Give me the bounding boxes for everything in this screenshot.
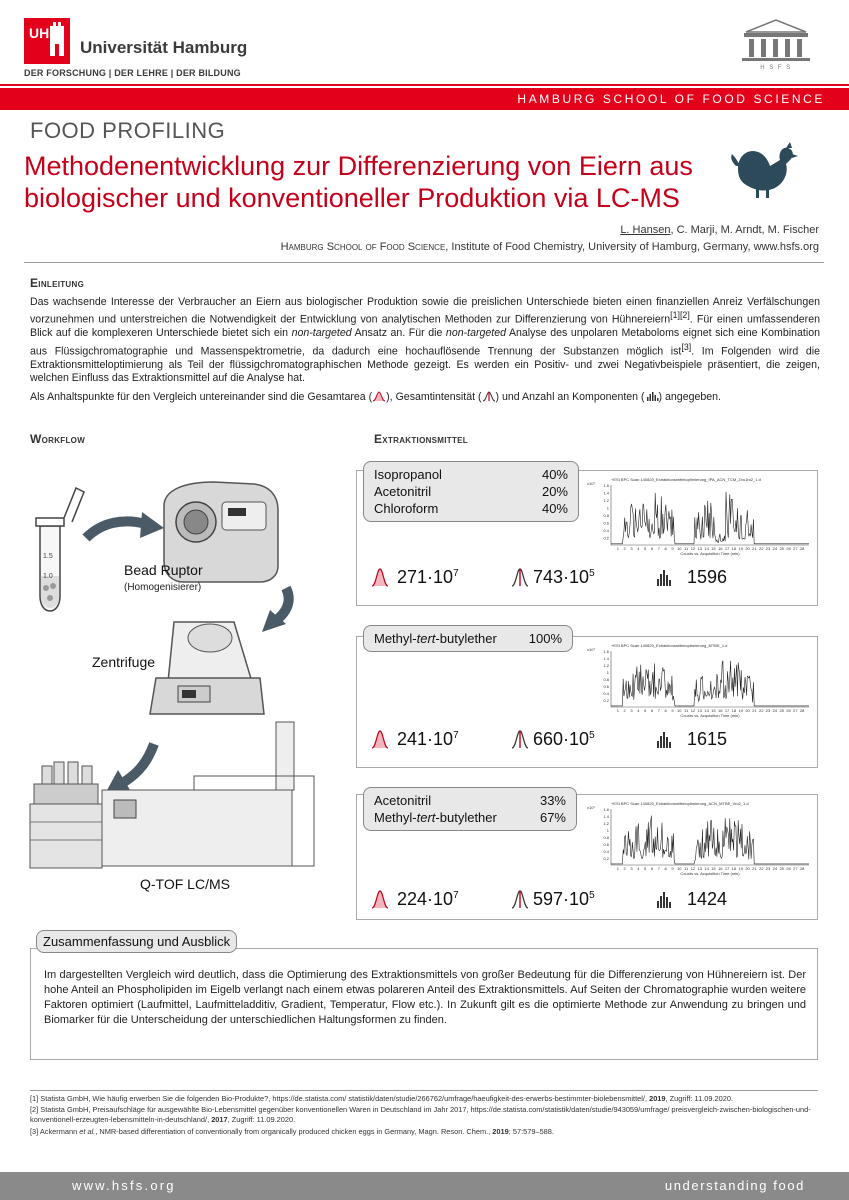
intro-text [30,296,820,404]
chromatogram-y-tick: 1.4 [603,656,609,661]
chromatogram-x-tick: 3 [630,546,633,551]
chromatogram-y-tick: 0.8 [603,677,609,682]
chromatogram-y-tick: 1 [606,670,609,675]
chromatogram-x-tick: 13 [697,866,702,871]
solvent-row [374,500,568,517]
chromatogram-y-tick: 0.4 [603,849,609,854]
chromatogram-x-tick: 24 [772,708,778,713]
reference-text: [2] Statista GmbH, Preisaufschläge für ausgewählte Bio-Lebensmittel gegenüber konventionellen Waren in Deutschland im Jahr 2017, https://de.statista.com/statistik/daten/studie/943059/umfrage/ preisvergleich-zwischen-biologischen-und-konventionell-erzeugten-lebensmitteln-in-deutschland/, [30,1105,811,1125]
solvent-pct: 20% [541,484,568,499]
workflow-illustration [24,466,344,896]
chromatogram-x-tick: 2 [623,546,626,551]
summary-text: Im dargestellten Vergleich wird deutlich, dass die Optimierung des Extraktionsmittels von großer Bedeutung für die Differenzierung von Hühnereiern ist. Der hohe Anteil an Phospholipiden im Eigelb verlangt nach einem etwas polareren Anteil des Extraktionsmittels. Auf Seiten der Chromatographie wurden weitere Faktoren optimiert (Laufmittel, Laufmitteladditiv, Gradient, Temperatur, Flow etc.). In Zukunft gilt es die optimierte Methode zur Anwendung zu bringen und Biomarker für die Unterscheidung der unterschiedlichen Haltungsformen zu finden. [44,969,806,1026]
chromatogram-title: +ESI BPC Scan 140820_Extraktionsmitteloptimierung_IPA_ACN_TCM_Zvo1ro2_1.d [611,477,761,482]
metric-exponent: 5 [589,890,595,901]
component-count: 1615 [687,729,728,749]
chromatogram-x-tick: 8 [664,866,667,871]
components-icon [645,390,659,402]
intro-paragraph-2 [30,390,820,404]
red-rule [0,84,849,86]
chromatogram-x-tick: 7 [657,708,660,713]
chromatogram-x-tick: 21 [752,866,757,871]
chromatogram-x-tick: 8 [664,546,667,551]
chromatogram-x-tick: 27 [793,546,798,551]
reference-text: , Zugriff: 11.09.2020. [227,1115,296,1125]
solvent-row [374,630,562,647]
chromatogram-x-tick: 11 [684,546,689,551]
solvent-name: Acetonitril [374,484,432,499]
affiliation [281,241,819,253]
extraction-heading: Extraktionsmittel [374,432,468,446]
chromatogram-x-tick: 9 [671,708,674,713]
chromatogram-y-tick: 0.8 [603,513,609,518]
chromatogram-x-label: Counts vs. Acquisition Time (min) [680,871,740,876]
component-count: 1424 [687,889,728,909]
chromatogram-x-tick: 15 [711,866,716,871]
chromatogram-x-tick: 14 [704,866,709,871]
footer-website[interactable]: www.hsfs.org [72,1178,176,1193]
chromatogram-x-tick: 3 [630,708,633,713]
summary-heading: Zusammenfassung und Ausblick [36,930,237,953]
metric-value: 660·10 [533,729,590,749]
solvent-pct: 67% [539,810,566,825]
chromatogram-x-tick: 5 [644,546,647,551]
chromatogram-y-tick: 1 [606,828,609,833]
intro-text-part: Als Anhaltspunkte für den Vergleich untereinander sind die Gesamtarea ( [30,390,373,403]
solvent-row [374,792,566,809]
chromatogram-x-tick: 27 [793,708,798,713]
total-intensity [533,567,595,588]
uhh-logo-icon [24,18,70,64]
chromatogram-y-tick: 0.6 [603,520,609,526]
chromatogram-x-tick: 15 [711,546,716,551]
chromatogram-x-tick: 16 [718,866,723,871]
chromatogram-x-tick: 19 [738,708,743,713]
intro-emphasis: non-targeted [445,327,506,340]
chromatogram-y-tick: 1.6 [603,807,609,812]
intro-text-part: ), Gesamtintensität ( [386,390,482,403]
chromatogram-x-tick: 3 [630,866,633,871]
intensity-icon [482,390,496,402]
arrow-icon [86,521,146,538]
metric-value: 241·10 [397,729,454,749]
metric-exponent: 7 [453,568,459,579]
chromatogram-x-tick: 10 [677,708,682,713]
chromatogram-x-tick: 23 [765,866,771,871]
chromatogram-x-tick: 17 [724,546,730,551]
reference-emphasis: et al. [79,1126,96,1136]
workflow-heading: Workflow [30,432,86,446]
solvent-name: Chloroform [374,501,439,516]
chromatogram-y-tick: 0.4 [603,528,609,533]
chromatogram-trace [611,816,809,864]
intro-emphasis: non-targeted [291,327,352,340]
intro-paragraph-1 [30,296,820,386]
chromatogram-x-tick: 5 [644,866,647,871]
solvent-row [374,483,568,500]
university-name: Universität Hamburg [80,38,248,57]
chromatogram-x-tick: 2 [623,866,626,871]
chromatogram-x-tick: 22 [758,708,764,713]
intro-text-part: ) und Anzahl an Komponenten ( [495,390,645,403]
reference-text: [1] Statista GmbH, Wie häufig erwerben Sie die folgenden Bio-Produkte?, https://de.statista.com/ statistik/daten/studie/266762/umfrage/haeufigkeit-des-erwerbs-bestimmter-biolebensmittel/, [30,1094,650,1103]
chromatogram-x-tick: 10 [677,866,682,871]
chromatogram-x-tick: 4 [637,708,640,713]
uhh-mark-text: UH [29,25,50,41]
chromatogram-x-tick: 18 [731,546,737,551]
footer [0,1172,849,1200]
step-bead-ruptor: Bead Ruptor [124,562,203,578]
tube-mark-top: 1.5 [43,553,53,560]
chromatogram [585,797,815,881]
intro-text-part: . Für einen umfassenderen Blick auf die komplexeren Unterschiede bietet sich ein [30,313,820,340]
chromatogram-x-tick: 18 [731,708,737,713]
band-text: HAMBURG SCHOOL OF FOOD SCIENCE [517,92,825,106]
references [30,1094,820,1137]
total-intensity [533,729,595,750]
chromatogram-y-tick: 0.2 [603,698,609,703]
affiliation-rest: , Institute of Food Chemistry, University of Hamburg, Germany, www.hsfs.org [445,241,819,253]
tube-icon [36,488,84,611]
chromatogram-x-tick: 25 [779,708,784,713]
chromatogram-x-tick: 1 [616,866,619,871]
chromatogram-x-tick: 27 [793,866,798,871]
university-tagline: DER FORSCHUNG | DER LEHRE | DER BILDUNG [24,68,241,78]
solvent-name: Acetonitril [374,793,432,808]
solvent-row [374,466,568,483]
intro-heading: Einleitung [30,276,85,290]
chromatogram-x-tick: 23 [765,708,771,713]
chromatogram-x-tick: 16 [718,708,723,713]
chromatogram-y-tick: 1.2 [603,663,609,668]
metric-exponent: 5 [589,730,595,741]
chromatogram-x-tick: 6 [650,708,654,713]
intro-text-part: ) angegeben. [658,390,721,403]
reference-text: [3] Ackermann [30,1126,80,1136]
solvent-pct: 40% [541,501,568,516]
components-icon [655,729,673,749]
chromatogram-x-tick: 18 [731,866,737,871]
metric-value: 743·10 [533,567,590,587]
chromatogram-y-tick: 0.6 [603,684,609,689]
chromatogram-x-tick: 4 [637,546,640,551]
lcms-image [30,722,314,868]
intro-text-part: Analyse des unpolaren Metaboloms eignet sich eine Kombination aus Flüssigchromatographie und Massenspektrometrie, da dadurch eine hochauflösende Trennung der Substanzen möglich ist [30,327,820,358]
footer-tagline: understanding food [664,1178,805,1193]
chromatogram-x-tick: 20 [745,708,750,713]
red-band [0,88,849,110]
solvent-name-part: -butylether [435,631,497,646]
metric-value: 224·10 [397,889,454,909]
chromatogram-x-label: Counts vs. Acquisition Time (min) [680,551,740,556]
solvent-name [374,630,497,647]
chromatogram-x-tick: 6 [650,546,654,551]
chromatogram-y-tick: 0.2 [603,856,609,861]
chromatogram-x-tick: 26 [786,546,791,551]
solvent-box [363,625,573,652]
chromatogram-y-tick: 0.8 [603,835,609,840]
chromatogram-x-tick: 12 [690,866,696,871]
chromatogram-x-tick: 28 [799,546,805,551]
solvent-name-part: Methyl- [374,631,417,646]
chromatogram-x-tick: 6 [650,866,654,871]
arrow-icon [140,512,164,538]
chromatogram-x-tick: 10 [677,546,682,551]
intro-text-part: . Im Folgenden wird die Extraktionsmitteloptimierung als Teil der flüssigchromatographischen Methode gezeigt. Es werden ein Positiv- und zwei Negativbeispiele präsentiert, die zeigen, welchen Einfluss das Extraktionsmittel auf die Analyse hat. [30,345,820,385]
chromatogram-y-unit: x10⁷ [587,647,595,652]
chromatogram-y-tick: 1.4 [603,814,609,819]
chromatogram-y-tick: 0.6 [603,842,609,847]
solvent-name-part: Methyl- [374,810,417,825]
chromatogram-x-tick: 21 [752,546,757,551]
chromatogram-x-tick: 26 [786,866,791,871]
chromatogram-x-tick: 17 [724,708,730,713]
arrow-icon [124,744,154,782]
solvent-box [363,787,577,831]
chromatogram-x-tick: 25 [779,866,784,871]
metric-exponent: 7 [453,890,459,901]
chromatogram-x-tick: 1 [616,708,619,713]
reference-year: 2019 [649,1094,666,1103]
references-divider [30,1090,818,1091]
authors [620,224,819,236]
solvent-pct: 100% [528,631,562,646]
intensity-icon [511,729,529,749]
intensity-icon [511,567,529,587]
chromatogram-x-tick: 2 [623,708,626,713]
chromatogram-x-tick: 12 [690,708,696,713]
chromatogram-x-tick: 14 [704,708,709,713]
metric-exponent: 5 [589,568,595,579]
area-icon [371,889,389,909]
reference-text: , NMR-based differentiation of conventionally from organically produced chicken eggs in Germany, Magn. Reson. Chem., [95,1126,493,1136]
chromatogram-x-tick: 13 [697,546,702,551]
intensity-icon [511,889,529,909]
chromatogram-x-tick: 22 [758,546,764,551]
affiliation-school: Hamburg School of Food Science [280,241,446,253]
extraction-panel-1 [356,467,818,606]
chromatogram-x-tick: 25 [779,546,784,551]
title-line-1: Methodenentwicklung zur Differenzierung von Eiern aus [24,151,693,181]
solvent-box [363,461,579,522]
chromatogram-x-tick: 7 [657,866,660,871]
chromatogram-x-tick: 24 [772,546,778,551]
chromatogram-y-unit: x10⁷ [587,481,595,486]
chromatogram-x-tick: 8 [664,708,667,713]
chromatogram-x-tick: 14 [704,546,709,551]
chromatogram-x-label: Counts vs. Acquisition Time (min) [680,713,740,718]
reference-year: 2019 [492,1126,509,1136]
chromatogram-x-tick: 17 [724,866,730,871]
chromatogram-x-tick: 19 [738,866,743,871]
reference-1 [30,1094,820,1104]
chromatogram-x-tick: 19 [738,546,743,551]
components-icon [655,567,673,587]
chromatogram-x-tick: 1 [616,546,619,551]
solvent-pct: 33% [539,793,566,808]
solvent-name-part: -butylether [435,810,497,825]
reference-3 [30,1127,820,1137]
solvent-name-emphasis: tert [416,810,436,825]
chromatogram-x-tick: 13 [697,708,702,713]
total-area [397,729,459,750]
presenting-author: L. Hansen [620,224,671,236]
metric-exponent: 7 [453,730,459,741]
chromatogram-trace [611,661,809,706]
category-label: FOOD PROFILING [30,118,226,143]
area-icon [372,390,386,402]
chromatogram-title: +ESI BPC Scan 140820_Extraktionsmitteloptimierung_MTBE_1.d [611,643,728,648]
metric-value: 271·10 [397,567,454,587]
chromatogram-y-tick: 1.6 [603,649,609,654]
reference-year: 2017 [211,1115,228,1125]
chromatogram-x-tick: 26 [786,708,791,713]
chromatogram-y-unit: x10⁷ [587,805,595,810]
chromatogram-title: +ESI BPC Scan 140820_Extraktionsmitteloptimierung_ACN_MTBE_Vro2_1.d [611,801,749,806]
metric-value: 597·10 [533,889,590,909]
solvent-row [374,809,566,826]
chromatogram [585,473,815,561]
chromatogram-x-tick: 20 [745,546,750,551]
area-icon [371,567,389,587]
chromatogram-y-tick: 0.4 [603,691,609,696]
chromatogram-y-tick: 1.2 [603,821,609,826]
tube-mark-mid: 1.0 [43,573,53,580]
reference-2 [30,1105,820,1125]
chromatogram-trace [611,492,809,544]
chromatogram-x-tick: 5 [644,708,647,713]
step-centrifuge: Zentrifuge [92,654,156,670]
co-authors: , C. Marji, M. Arndt, M. Fischer [670,224,819,236]
component-count: 1596 [687,567,728,587]
chromatogram-x-tick: 11 [684,866,689,871]
chromatogram-x-tick: 11 [684,708,689,713]
chromatogram-y-tick: 1.6 [603,483,609,488]
reference-text: , Zugriff: 11.09.2020. [665,1094,734,1103]
chromatogram-x-tick: 7 [657,546,660,551]
chromatogram-x-tick: 15 [711,708,716,713]
solvent-name [374,809,497,826]
solvent-name: Isopropanol [374,467,442,482]
components-icon [655,889,673,909]
chromatogram-x-tick: 28 [799,708,805,713]
total-area [397,889,459,910]
chromatogram-x-tick: 24 [772,866,778,871]
chromatogram-x-tick: 23 [765,546,771,551]
hsfs-logo-text: H S F S [760,65,792,70]
chromatogram-x-tick: 9 [671,866,674,871]
solvent-pct: 40% [541,467,568,482]
total-area [397,567,459,588]
solvent-name-emphasis: tert [416,631,436,646]
step-qtof: Q-TOF LC/MS [140,876,230,892]
chromatogram-y-tick: 1.4 [603,490,609,496]
chromatogram-x-tick: 16 [718,546,723,551]
extraction-panel-2 [356,631,818,768]
centrifuge-image [150,622,264,714]
hsfs-temple-icon [732,18,820,70]
step-bead-ruptor-sub: (Homogenisierer) [124,582,202,593]
chromatogram [585,639,815,723]
chromatogram-y-tick: 1.2 [603,498,609,503]
extraction-panel-3 [356,794,818,920]
chromatogram-x-tick: 28 [799,866,805,871]
header-divider [24,262,824,263]
chromatogram-x-tick: 21 [752,708,757,713]
page-title [24,150,724,214]
chicken-icon [728,140,798,200]
citation: [1][2] [670,310,690,321]
chromatogram-y-tick: 0.2 [603,535,609,541]
reference-text: ; 57:579–588. [508,1126,554,1136]
intro-text-part: Ansatz an. Für die [351,327,446,340]
intro-text-part: Das wachsende Interesse der Verbraucher an Eiern aus biologischer Produktion sowie die preislichen Unterschiede bieten einen finanziellen Anreiz Verfälschungen vorzunehmen und unterstreichen die Notwendigkeit der Entwicklung von analytischen Methoden zur Differenzierung von Hühnereiern [30,296,820,326]
total-intensity [533,889,595,910]
citation: [3] [681,341,692,352]
chromatogram-y-tick: 1 [606,505,609,511]
area-icon [371,729,389,749]
chromatogram-x-tick: 22 [758,866,764,871]
chromatogram-x-tick: 20 [745,866,750,871]
chromatogram-x-tick: 12 [690,546,696,551]
chromatogram-x-tick: 4 [637,866,640,871]
chromatogram-x-tick: 9 [671,546,674,551]
title-line-2: biologischer und konventioneller Produktion via LC-MS [24,183,680,213]
